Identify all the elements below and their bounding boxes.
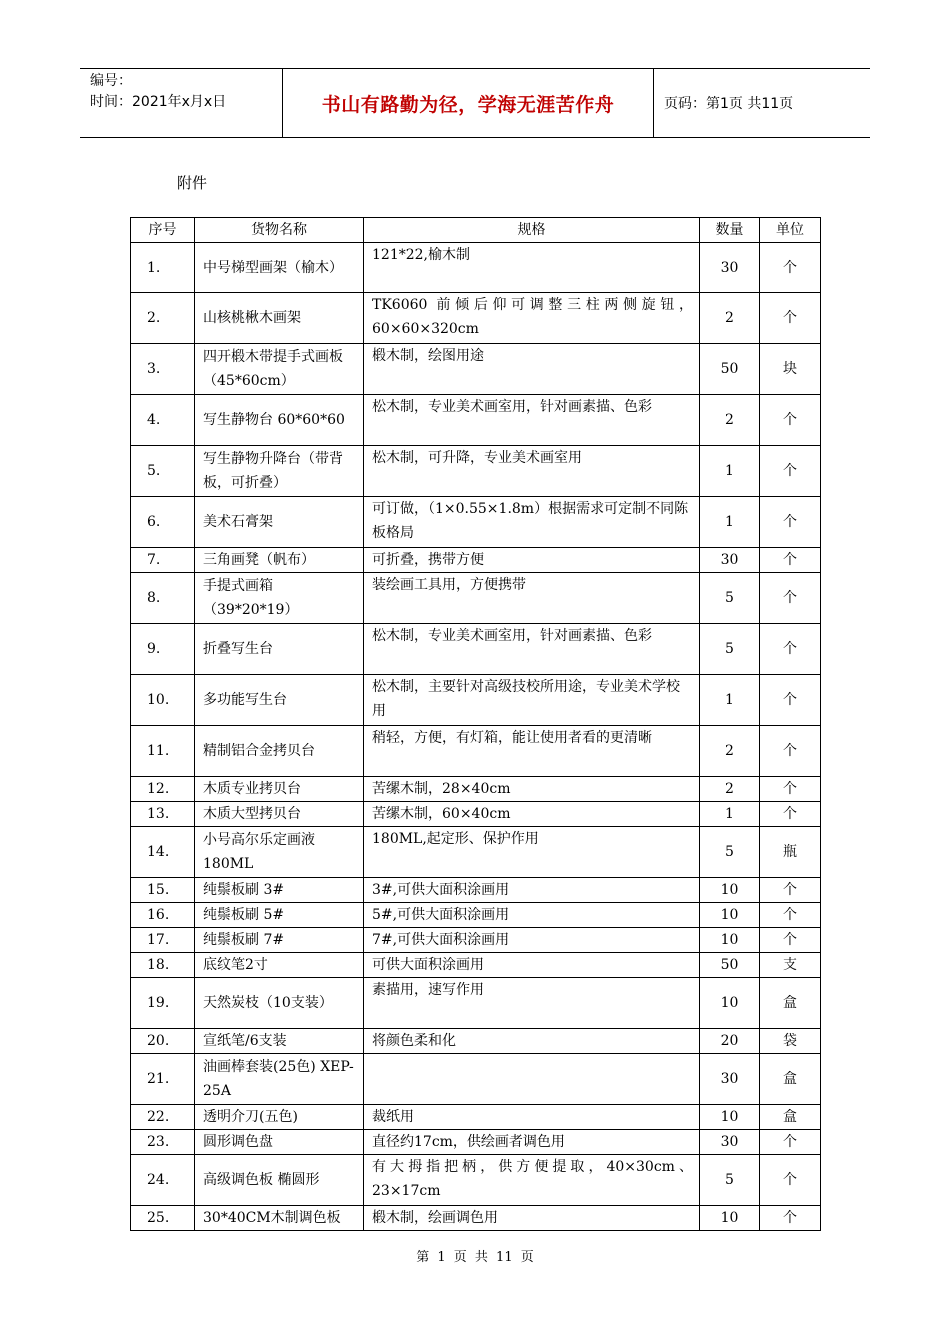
goods-unit: 个 (760, 293, 821, 344)
goods-quantity: 10 (700, 1206, 760, 1231)
goods-name: 木质大型拷贝台 (195, 802, 364, 827)
row-number: 22. (131, 1105, 195, 1130)
table-row (131, 1130, 821, 1155)
goods-quantity: 5 (700, 624, 760, 675)
goods-spec: 苦缧木制，60×40cm (364, 802, 700, 827)
table-row (131, 978, 821, 1029)
goods-name: 写生静物台 60*60*60 (195, 395, 364, 446)
row-number: 4. (131, 395, 195, 446)
goods-name: 高级调色板 椭圆形 (195, 1155, 364, 1206)
document-date: 时间：2021年x月x日 (90, 94, 227, 110)
goods-unit: 块 (760, 344, 821, 395)
row-number: 17. (131, 928, 195, 953)
goods-spec: 5#,可供大面积涂画用 (364, 903, 700, 928)
goods-name: 四开椴木带提手式画板（45*60cm） (195, 344, 364, 395)
goods-spec: 椴木制，绘图用途 (364, 344, 700, 395)
table-row (131, 395, 821, 446)
goods-name: 手提式画箱（39*20*19） (195, 573, 364, 624)
goods-name: 纯鬃板刷 5# (195, 903, 364, 928)
table-row (131, 827, 821, 878)
header-page-info: 页码：第1页 共11页 (664, 96, 794, 112)
goods-quantity: 30 (700, 243, 760, 293)
column-header-unit: 单位 (760, 218, 821, 243)
goods-spec: 松木制，专业美术画室用，针对画素描、色彩 (364, 624, 700, 675)
goods-quantity: 50 (700, 953, 760, 978)
row-number: 14. (131, 827, 195, 878)
table-row (131, 1206, 821, 1231)
row-number: 11. (131, 726, 195, 777)
page-footer: 第 1 页 共 11 页 (416, 1250, 534, 1265)
goods-spec: 松木制，主要针对高级技校所用途，专业美术学校用 (364, 675, 700, 726)
table-row (131, 446, 821, 497)
row-number: 7. (131, 548, 195, 573)
goods-spec: 裁纸用 (364, 1105, 700, 1130)
goods-quantity: 50 (700, 344, 760, 395)
goods-unit: 个 (760, 675, 821, 726)
goods-unit: 个 (760, 573, 821, 624)
row-number: 20. (131, 1029, 195, 1054)
goods-quantity: 30 (700, 548, 760, 573)
row-number: 16. (131, 903, 195, 928)
goods-unit: 盒 (760, 1054, 821, 1105)
goods-quantity: 10 (700, 903, 760, 928)
row-number: 1. (131, 243, 195, 293)
goods-name: 纯鬃板刷 3# (195, 878, 364, 903)
goods-spec: 有大拇指把柄，供方便提取，40×30cm、23×17cm (364, 1155, 700, 1206)
goods-spec: 直径约17cm，供绘画者调色用 (364, 1130, 700, 1155)
row-number: 12. (131, 777, 195, 802)
header-motto: 书山有路勤为径，学海无涯苦作舟 (282, 69, 654, 137)
page-header (80, 68, 870, 138)
table-row (131, 1054, 821, 1105)
table-row (131, 243, 821, 293)
goods-unit: 个 (760, 777, 821, 802)
goods-quantity: 2 (700, 726, 760, 777)
table-row (131, 1155, 821, 1206)
goods-name: 小号高尔乐定画液 180ML (195, 827, 364, 878)
goods-quantity: 2 (700, 293, 760, 344)
goods-quantity: 1 (700, 802, 760, 827)
row-number: 24. (131, 1155, 195, 1206)
row-number: 5. (131, 446, 195, 497)
goods-spec: 180ML,起定形、保护作用 (364, 827, 700, 878)
goods-spec: 可订做，（1×0.55×1.8m）根据需求可定制不同陈板格局 (364, 497, 700, 548)
goods-quantity: 2 (700, 777, 760, 802)
goods-unit: 个 (760, 928, 821, 953)
goods-spec (364, 1054, 700, 1105)
table-row (131, 624, 821, 675)
goods-name: 写生静物升降台（带背板，可折叠） (195, 446, 364, 497)
goods-name: 多功能写生台 (195, 675, 364, 726)
goods-quantity: 10 (700, 878, 760, 903)
goods-spec: 椴木制，绘画调色用 (364, 1206, 700, 1231)
goods-name: 折叠写生台 (195, 624, 364, 675)
table-row (131, 726, 821, 777)
goods-quantity: 2 (700, 395, 760, 446)
goods-spec: 7#,可供大面积涂画用 (364, 928, 700, 953)
table-row (131, 802, 821, 827)
table-row (131, 953, 821, 978)
goods-quantity: 10 (700, 978, 760, 1029)
goods-name: 木质专业拷贝台 (195, 777, 364, 802)
table-row (131, 777, 821, 802)
goods-spec: 松木制，专业美术画室用，针对画素描、色彩 (364, 395, 700, 446)
table-row (131, 675, 821, 726)
header-meta (80, 69, 282, 137)
table-row (131, 293, 821, 344)
table-row (131, 497, 821, 548)
goods-name: 三角画凳（帆布） (195, 548, 364, 573)
table-row (131, 548, 821, 573)
table-row (131, 573, 821, 624)
goods-unit: 个 (760, 548, 821, 573)
goods-spec: 121*22,榆木制 (364, 243, 700, 293)
goods-spec: 苦缧木制，28×40cm (364, 777, 700, 802)
goods-unit: 盒 (760, 1105, 821, 1130)
goods-unit: 个 (760, 395, 821, 446)
goods-name: 透明介刀(五色) (195, 1105, 364, 1130)
table-row (131, 903, 821, 928)
goods-quantity: 1 (700, 675, 760, 726)
goods-unit: 支 (760, 953, 821, 978)
goods-unit: 个 (760, 1130, 821, 1155)
goods-unit: 个 (760, 243, 821, 293)
goods-unit: 袋 (760, 1029, 821, 1054)
goods-name: 山核桃楸木画架 (195, 293, 364, 344)
goods-unit: 个 (760, 802, 821, 827)
goods-quantity: 5 (700, 573, 760, 624)
column-header-name: 货物名称 (195, 218, 364, 243)
table-row (131, 1029, 821, 1054)
row-number: 9. (131, 624, 195, 675)
goods-spec: 松木制，可升降，专业美术画室用 (364, 446, 700, 497)
column-header-number: 序号 (131, 218, 195, 243)
goods-unit: 个 (760, 497, 821, 548)
attachment-label: 附件 (177, 174, 208, 192)
goods-spec: 3#,可供大面积涂画用 (364, 878, 700, 903)
goods-unit: 个 (760, 878, 821, 903)
goods-spec: 素描用，速写作用 (364, 978, 700, 1029)
column-header-quantity: 数量 (700, 218, 760, 243)
row-number: 18. (131, 953, 195, 978)
goods-table (130, 217, 821, 1231)
goods-name: 30*40CM木制调色板 (195, 1206, 364, 1231)
goods-spec: 将颜色柔和化 (364, 1029, 700, 1054)
goods-unit: 个 (760, 726, 821, 777)
goods-quantity: 1 (700, 446, 760, 497)
goods-quantity: 30 (700, 1054, 760, 1105)
goods-unit: 个 (760, 903, 821, 928)
table-row (131, 928, 821, 953)
row-number: 13. (131, 802, 195, 827)
goods-unit: 个 (760, 624, 821, 675)
goods-quantity: 20 (700, 1029, 760, 1054)
goods-spec: 可折叠，携带方便 (364, 548, 700, 573)
column-header-spec: 规格 (364, 218, 700, 243)
goods-name: 美术石膏架 (195, 497, 364, 548)
goods-spec: 装绘画工具用，方便携带 (364, 573, 700, 624)
row-number: 10. (131, 675, 195, 726)
row-number: 6. (131, 497, 195, 548)
row-number: 25. (131, 1206, 195, 1231)
goods-unit: 个 (760, 446, 821, 497)
goods-quantity: 5 (700, 1155, 760, 1206)
row-number: 2. (131, 293, 195, 344)
goods-spec: 稍轻，方便，有灯箱，能让使用者看的更清晰 (364, 726, 700, 777)
goods-name: 底纹笔2寸 (195, 953, 364, 978)
goods-unit: 个 (760, 1206, 821, 1231)
row-number: 15. (131, 878, 195, 903)
table-row (131, 344, 821, 395)
row-number: 3. (131, 344, 195, 395)
goods-name: 中号梯型画架（榆木） (195, 243, 364, 293)
table-row (131, 878, 821, 903)
goods-quantity: 30 (700, 1130, 760, 1155)
goods-unit: 个 (760, 1155, 821, 1206)
goods-name: 精制铝合金拷贝台 (195, 726, 364, 777)
goods-name: 宣纸笔/6支装 (195, 1029, 364, 1054)
goods-unit: 盒 (760, 978, 821, 1029)
goods-unit: 瓶 (760, 827, 821, 878)
goods-spec: 可供大面积涂画用 (364, 953, 700, 978)
document-number-label: 编号： (90, 73, 132, 89)
row-number: 19. (131, 978, 195, 1029)
table-row (131, 1105, 821, 1130)
row-number: 21. (131, 1054, 195, 1105)
goods-quantity: 1 (700, 497, 760, 548)
goods-name: 圆形调色盘 (195, 1130, 364, 1155)
goods-quantity: 10 (700, 928, 760, 953)
table-header-row (131, 218, 821, 243)
goods-name: 油画棒套装(25色) XEP-25A (195, 1054, 364, 1105)
row-number: 8. (131, 573, 195, 624)
row-number: 23. (131, 1130, 195, 1155)
goods-quantity: 10 (700, 1105, 760, 1130)
goods-name: 纯鬃板刷 7# (195, 928, 364, 953)
goods-name: 天然炭枝（10支装） (195, 978, 364, 1029)
goods-quantity: 5 (700, 827, 760, 878)
goods-spec: TK6060 前倾后仰可调整三柱两侧旋钮，60×60×320cm (364, 293, 700, 344)
